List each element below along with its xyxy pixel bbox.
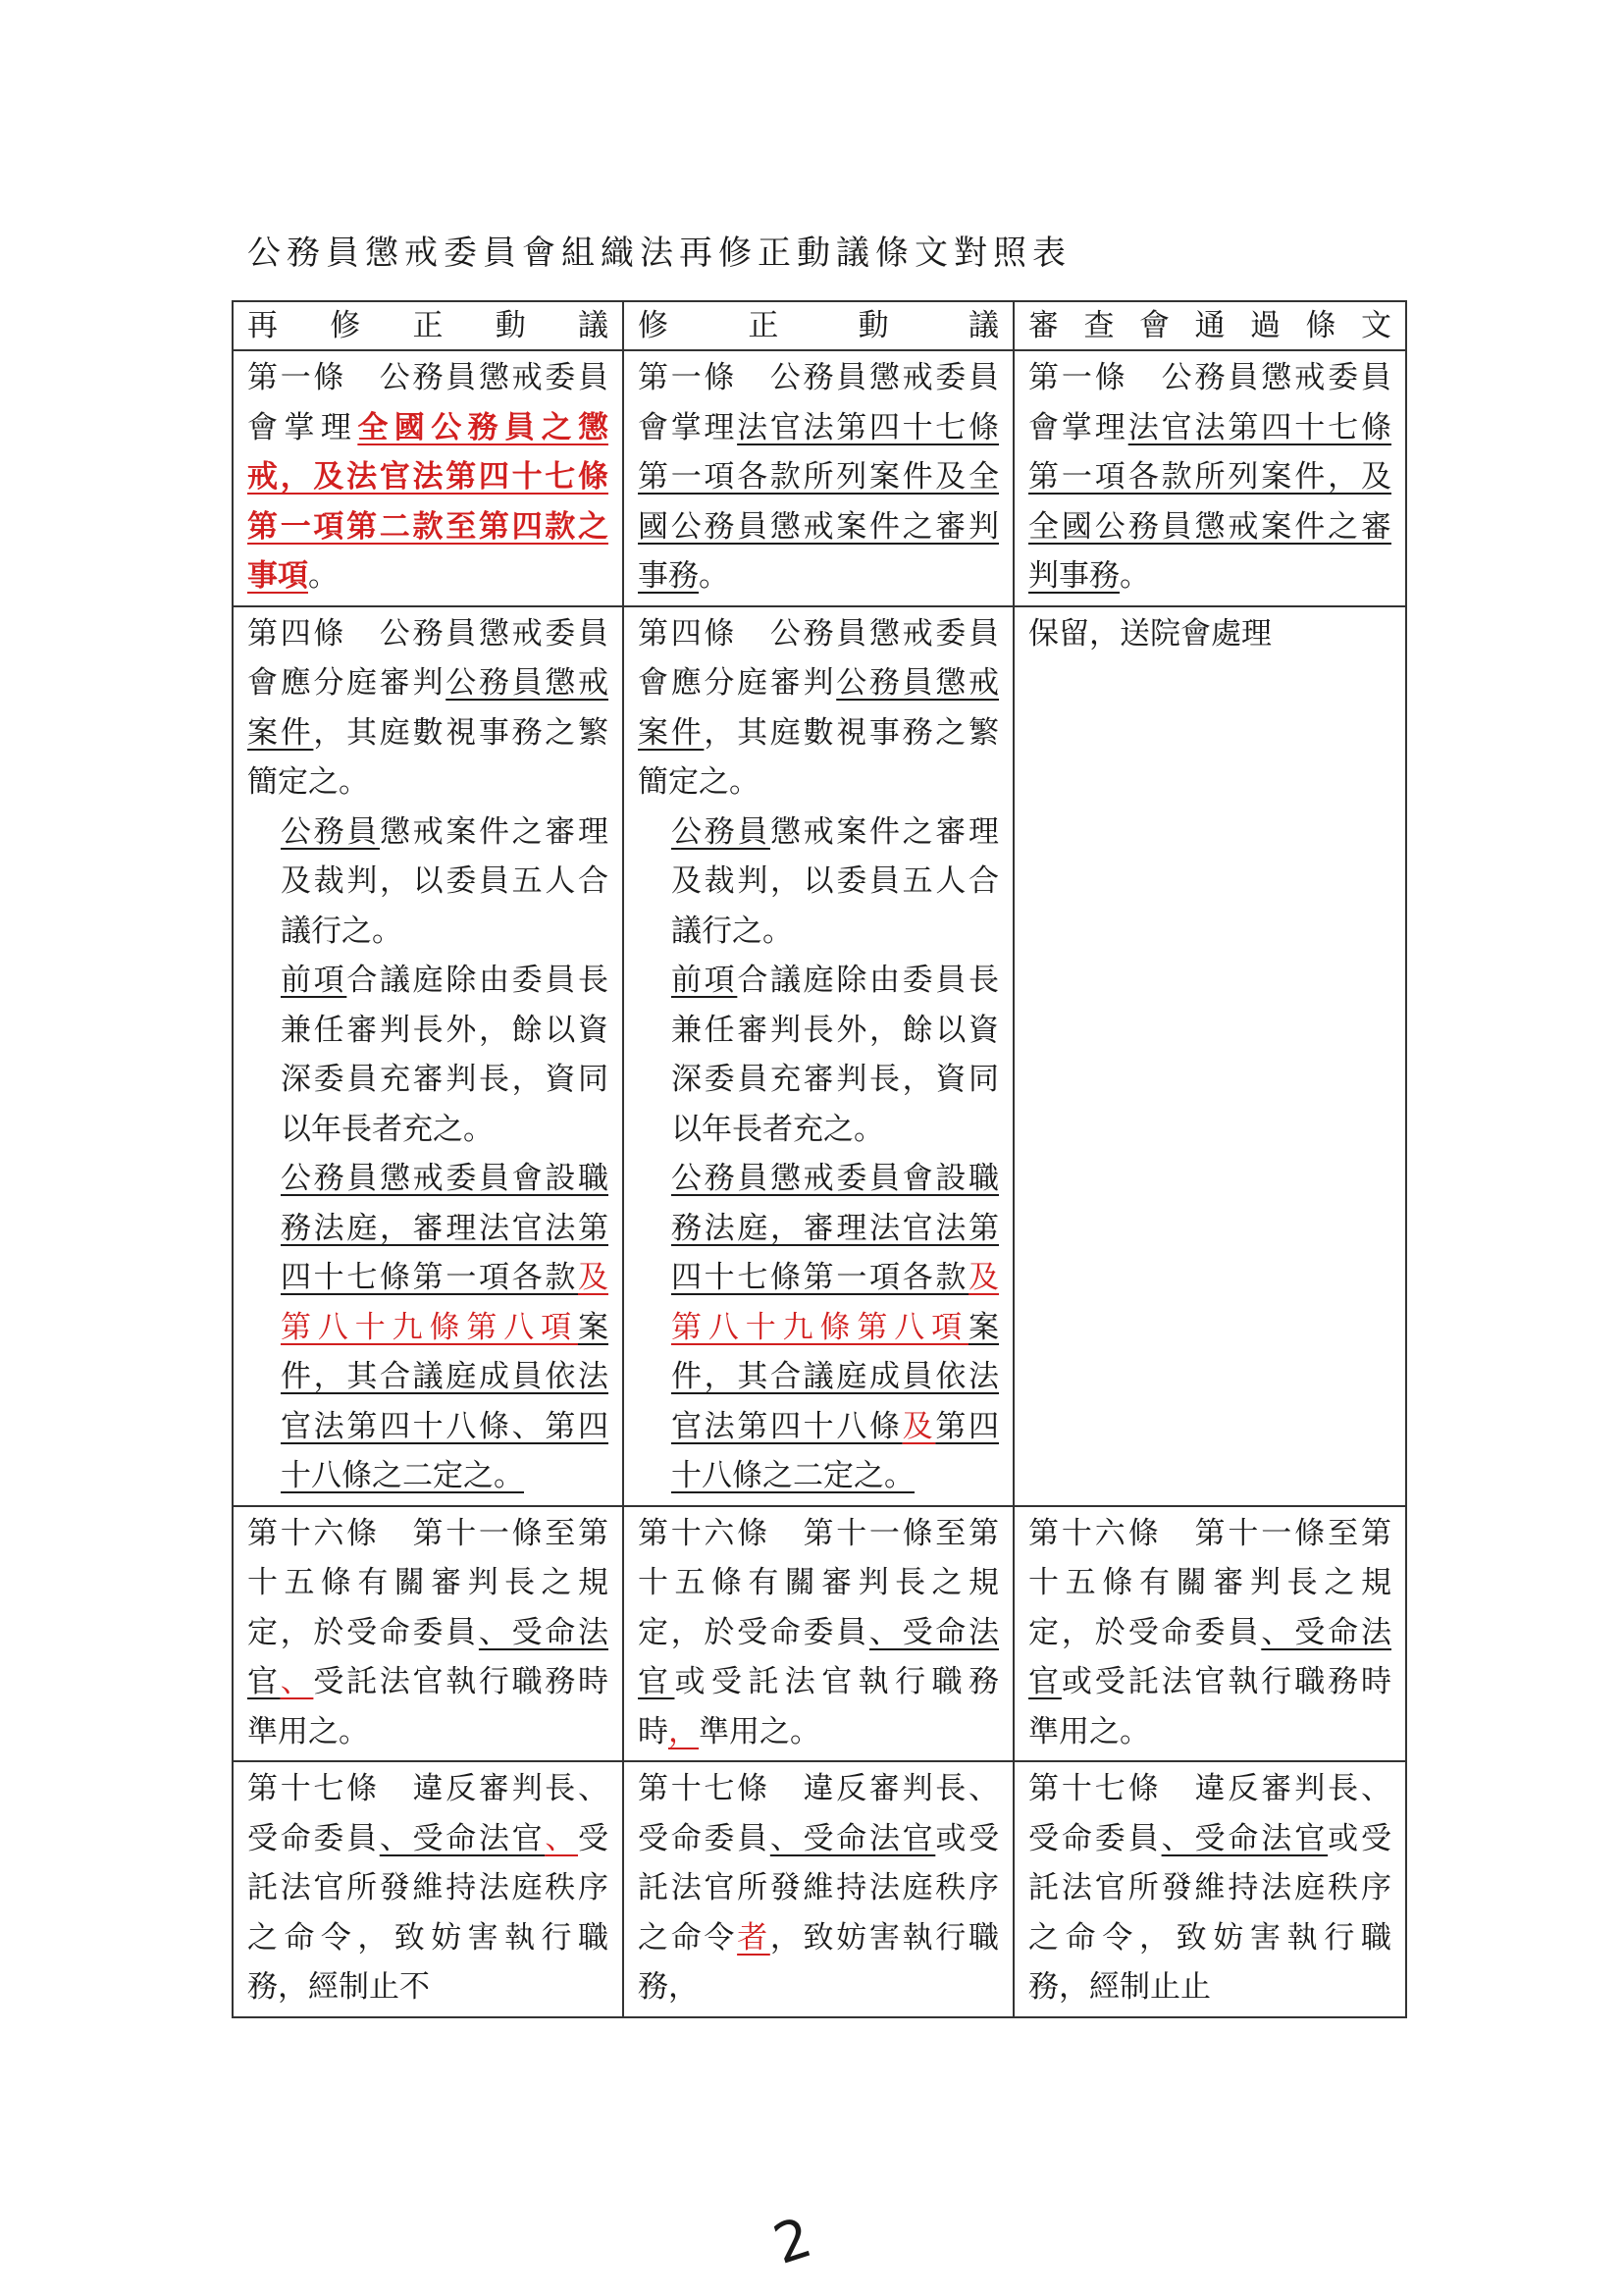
cell-c3 [1014,350,1406,606]
text-run: 、受命法官 [638,1614,1000,1699]
text-run: 公務員懲戒委員會設職務法庭，審理法官法第四十七條第一項各款 [281,1161,608,1295]
text-run: ，致妨害執行職務， [638,1919,1000,2005]
text-run: 公務員懲戒委員會設職務法庭，審理法官法第四十七條第一項各款 [671,1161,999,1295]
header-cell [623,301,1014,350]
text-run: ， [668,1713,699,1749]
text-run: 前項 [671,963,738,998]
header-char: 議 [578,308,608,343]
text-run: 者 [737,1919,770,1956]
text-run: 第一條 公務員懲戒委員會掌理 [247,360,608,445]
header-text [1028,302,1391,349]
cell-c1 [233,606,623,1506]
text-run: 合議庭除由委員長兼任審判長外，餘以資深委員充審判長，資同以年長者充之。 [281,963,609,1147]
text-run: 、受命法官 [379,1820,546,1856]
table-row [233,350,1406,606]
paragraph [638,353,999,601]
table-body [233,350,1406,2017]
paragraph [638,956,999,1154]
table-row [233,606,1406,1506]
header-char: 修 [638,308,668,343]
text-run: 案件，其合議庭成員依法官法第四十八條 [671,1309,999,1444]
cell-c3 [1014,606,1406,1506]
text-run: 全國公務員之懲戒，及法官法第四十七條第一項第二款至第四款之事項 [247,409,609,594]
text-run: 法官法第四十七條第一項各款所列案件，及全國公務員懲戒案件之審判事務 [1028,409,1392,594]
header-char: 查 [1083,308,1115,343]
paragraph [247,1509,608,1757]
paragraph [1028,1509,1391,1757]
text-run: 懲戒案件之審理及裁判，以委員五人合議行之。 [281,813,608,949]
text-run: 第一條 公務員懲戒委員會掌理 [638,360,999,445]
paragraph [1028,609,1391,659]
header-char: 文 [1361,308,1391,343]
text-run: 保留，送院會處理 [1028,615,1272,652]
paragraph [638,808,999,957]
text-run: 、 [545,1820,579,1856]
header-char: 過 [1250,308,1281,343]
text-run: 第一條 公務員懲戒委員會掌理 [1028,360,1391,445]
paragraph [1028,353,1391,601]
paragraph [1028,1764,1391,2012]
header-char: 動 [858,308,889,343]
header-char: 會 [1139,308,1170,343]
text-run: 、受命法官 [1161,1820,1329,1856]
header-char: 議 [968,308,999,343]
cell-c1 [233,1506,623,1762]
header-text [638,302,999,349]
paragraph [247,609,608,808]
text-run: 第十六條 第十一條至第十五條有關審判長之規定，於受命委員 [247,1515,608,1650]
page-number: 2 [765,2206,819,2277]
text-run: 及 [902,1408,936,1444]
cell-c3 [1014,1761,1406,2017]
header-row [233,301,1406,350]
text-run: 準用之。 [699,1713,820,1749]
text-run: 。 [1120,558,1150,594]
text-run: 公務員 [281,813,380,850]
text-run: ，其庭數視事務之繁簡定之。 [638,714,1000,800]
header-cell [1014,301,1406,350]
document-title: 公務員懲戒委員會組織法再修正動議條文對照表 [247,234,1072,273]
cell-c2 [623,1761,1014,2017]
paragraph [638,1154,999,1501]
header-char: 正 [412,308,444,343]
text-run: 、受命法官 [247,1614,609,1699]
cell-c2 [623,1506,1014,1762]
text-run: 或受託法官所發維持法庭秩序之命令 [638,1820,1000,1956]
text-run: 合議庭除由委員長兼任審判長外，餘以資深委員充審判長，資同以年長者充之。 [671,963,1000,1147]
text-run: 或受託法官執行職務時準用之。 [1028,1664,1392,1749]
paragraph [247,808,608,957]
header-char: 審 [1028,308,1059,343]
text-run: 第十七條 違反審判長、受命委員 [638,1771,999,1856]
text-run: 、受命法官 [1028,1614,1392,1699]
text-run: 受託法官所發維持法庭秩序之命令，致妨害執行職務，經制止不 [247,1820,609,2005]
text-run: 第十七條 違反審判長、受命委員 [247,1771,608,1856]
header-char: 通 [1194,308,1226,343]
paragraph [247,956,608,1154]
comparison-table [232,300,1407,2018]
header-char: 修 [330,308,361,343]
text-run: 第十六條 第十一條至第十五條有關審判長之規定，於受命委員 [638,1515,999,1650]
text-run: 前項 [281,963,347,998]
paragraph [638,1764,999,2012]
header-text [247,302,608,349]
cell-c2 [623,606,1014,1506]
text-run: 第四條 公務員懲戒委員會應分庭審判 [247,615,608,701]
header-char: 正 [748,308,779,343]
text-run: 及第八十九條第八項 [281,1260,608,1345]
text-run: ，其庭數視事務之繁簡定之。 [247,714,609,800]
header-char: 動 [495,308,526,343]
text-run: 、 [280,1664,314,1699]
text-run: 受託法官執行職務時準用之。 [247,1664,609,1749]
text-run: 第四十八條之二定之。 [671,1408,1000,1493]
cell-c1 [233,350,623,606]
paragraph [247,1154,608,1501]
cell-c3 [1014,1506,1406,1762]
text-run: 第十七條 違反審判長、受命委員 [1028,1771,1391,1856]
table-row [233,1761,1406,2017]
text-run: 。 [699,558,729,594]
header-char: 條 [1305,308,1336,343]
header-cell [233,301,623,350]
header-char: 再 [247,308,278,343]
text-run: 法官法第四十七條第一項各款所列案件及全國公務員懲戒案件之審判事務 [638,409,1000,594]
paragraph [247,353,608,601]
cell-c1 [233,1761,623,2017]
paragraph [247,1764,608,2012]
text-run: 案件，其合議庭成員依法官法第四十八條、第四十八條之二定之。 [281,1309,608,1493]
text-run: 第十六條 第十一條至第十五條有關審判長之規定，於受命委員 [1028,1515,1391,1650]
text-run: 。 [308,558,339,594]
text-run: 公務員 [671,813,770,850]
text-run: 公務員懲戒案件 [247,665,609,751]
text-run: 、受命法官 [769,1820,936,1856]
paragraph [638,609,999,808]
text-run: 第四條 公務員懲戒委員會應分庭審判 [638,615,999,701]
text-run: 公務員懲戒案件 [638,665,1000,751]
text-run: 懲戒案件之審理及裁判，以委員五人合議行之。 [671,813,999,949]
paragraph [638,1509,999,1757]
text-run: 或受託法官所發維持法庭秩序之命令，致妨害執行職務，經制止止 [1028,1820,1392,2005]
text-run: 或受託法官執行職務時 [638,1664,1000,1749]
table-row [233,1506,1406,1762]
cell-c2 [623,350,1014,606]
text-run: 及第八十九條第八項 [671,1260,999,1345]
